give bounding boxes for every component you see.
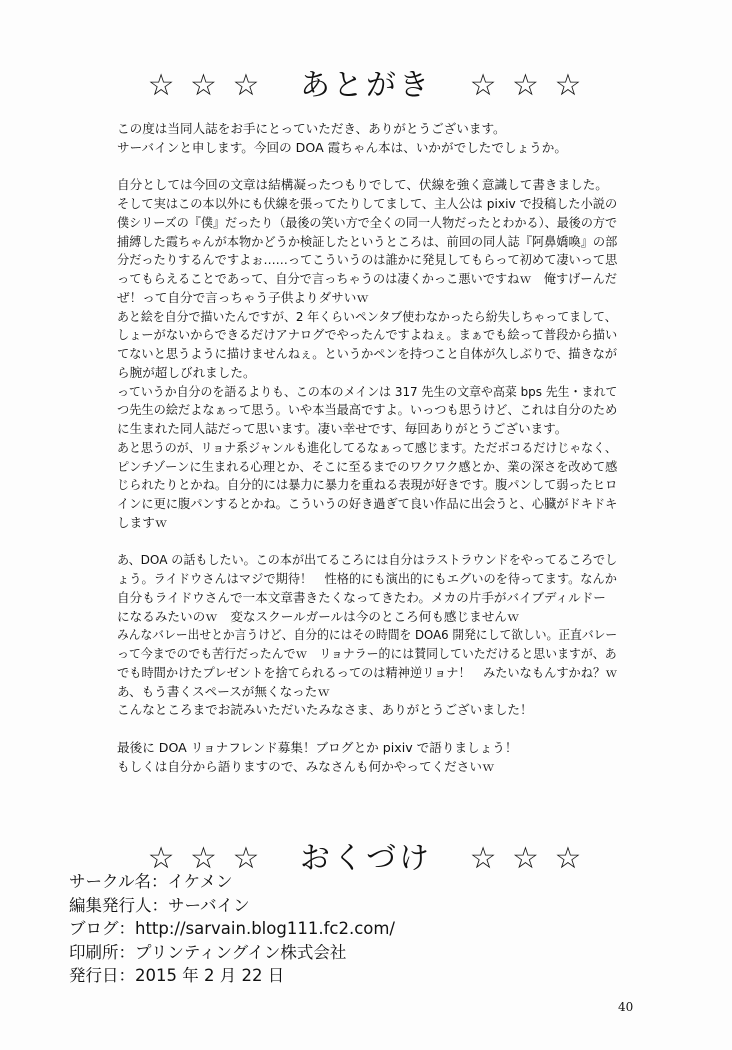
text-line: 自分としては今回の文章は結構凝ったつもりでして、伏線を強く意識して書きました。 <box>117 177 608 193</box>
text-line: てないと思うように描けませんねぇ。というかペンを持つこと自体が久しぶりで、描きなが <box>117 346 618 361</box>
text-line: ぜ！って自分で言っちゃう子供よりダサいｗ <box>117 289 369 305</box>
blog-url: ブログ：http://sarvain.blog111.fc2.com/ <box>69 919 395 938</box>
text-line: あ、もう書くスペースが無くなったｗ <box>117 683 330 699</box>
text-line: しますｗ <box>117 514 168 530</box>
afterword-heading: ☆ ☆ ☆ あとがき ☆ ☆ ☆ <box>147 68 585 103</box>
colophon <box>69 870 569 988</box>
text-line: しょーがないからできるだけアナログでやったんですよねぇ。まぁでも絵って普段から描い <box>117 327 618 343</box>
colophon-heading: ☆ ☆ ☆ おくづけ ☆ ☆ ☆ <box>147 841 585 876</box>
paragraph-gap <box>117 158 617 177</box>
text-line: ら腕が超しびれました。 <box>117 364 256 380</box>
text-line: じられたりとかね。自分的には暴力に暴力を重ねる表現が好きです。腹パンして弱ったヒロ <box>117 477 618 493</box>
text-line: ピンチゾーンに生まれる心理とか、そこに至るまでのワクワク感とか、業の深さを改めて感 <box>117 458 618 474</box>
circle-name: サークル名：イケメン <box>69 872 233 891</box>
text-line: っていうか自分のを語るよりも、この本のメインは 317 先生の文章や高菜 bps 先生・まれて <box>117 383 618 399</box>
text-line: でも時間かけたプレゼントを捨てられるってのは精神逆リョナ！ みたいなもんすかね？ｗ <box>117 664 618 680</box>
afterword-body <box>117 120 617 776</box>
text-line: そして実はこの本以外にも伏線を張ってたりしてまして、主人公は pixiv で投稿した小説の <box>117 196 618 211</box>
editor-publisher: 編集発行人：サーバイン <box>69 895 250 915</box>
text-line: 僕シリーズの『僕』だったり（最後の笑い方で全くの同一人物だったとわかる）、最後の方で <box>117 214 618 230</box>
text-line: になるみたいのｗ 変なスクールガールは今のところ何も感じませんｗ <box>117 608 520 624</box>
text-line: あ、DOA の話もしたい。この本が出てるころには自分はラストラウンドをやってるころでし <box>117 552 618 568</box>
text-line: もしくは自分から語りますので、みなさんも何かやってくださいｗ <box>117 758 495 774</box>
text-line: ってもらえることであって、自分で言っちゃうのは凄くかっこ悪いですねｗ 俺すげーんだ <box>117 271 617 286</box>
text-line: 自分もライドウさんで一本文章書きたくなってきたわ。メカの片手がバイブディルドー <box>117 589 606 605</box>
text-line: 捕縛した霞ちゃんが本物かどうか検証したというところは、前回の同人誌『阿鼻嬌喚』の部 <box>117 233 618 249</box>
text-line: 分だったりするんですよぉ……ってこういうのは誰かに発見してもらって初めて凄いって思 <box>117 252 618 268</box>
publish-date: 発行日：2015 年 2 月 22 日 <box>69 966 285 985</box>
text-line: ょう。ライドウさんはマジで期待！ 性格的にも演出的にもエグいのを待ってます。なんか <box>117 571 617 586</box>
text-line: この度は当同人誌をお手にとっていただき、ありがとうございます。 <box>117 121 506 136</box>
text-line: インに更に腹パンするとかね。こういうの好き過ぎて良い作品に出会うと、心臓がドキドキ <box>117 496 618 511</box>
page-number: 40 <box>618 1000 634 1014</box>
text-line: こんなところまでお読みいただいたみなさま、ありがとうございました！ <box>117 702 533 718</box>
text-line: 最後に DOA リョナフレンド募集！ブログとか pixiv で語りましょう！ <box>117 739 518 755</box>
paragraph-gap <box>117 533 617 552</box>
text-line: つ先生の絵だよなぁって思う。いや本当最高ですよ。いっつも思うけど、これは自分のため <box>117 402 618 418</box>
text-line: あと絵を自分で描いたんですが、2 年くらいペンタブ使わなかったら紛失しちゃってまして、 <box>117 308 617 324</box>
text-line: サーバインと申します。今回の DOA 霞ちゃん本は、いかがでしたでしょうか。 <box>117 139 567 155</box>
printing-company: 印刷所：プリンティングイン株式会社 <box>69 942 347 962</box>
text-line: みんなバレー出せとか言うけど、自分的にはその時間を DOA6 開発にして欲しい。正直バレー <box>117 627 618 643</box>
text-line: って今までのでも苦行だったんでｗ リョナラー的には賛同していただけると思いますが、あ <box>117 646 617 661</box>
text-line: に生まれた同人誌だって思います。凄い幸せです、毎回ありがとうございます。 <box>117 421 568 436</box>
paragraph-gap <box>117 720 617 739</box>
text-line: あと思うのが、リョナ系ジャンルも進化してるなぁって感じます。ただボコるだけじゃなく、 <box>117 439 617 455</box>
